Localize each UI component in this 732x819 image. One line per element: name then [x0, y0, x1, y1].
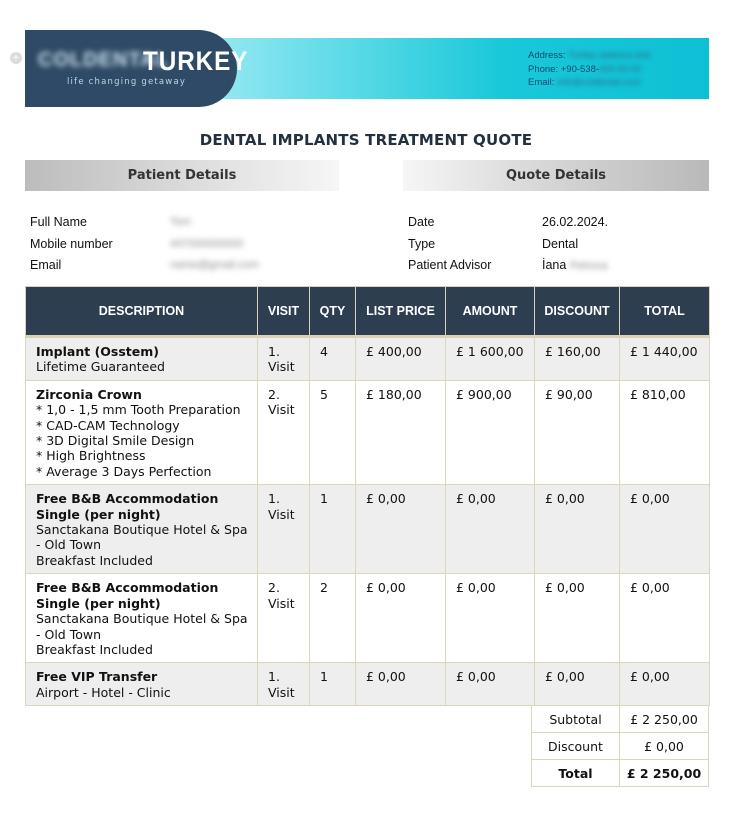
mobile-label: Mobile number: [30, 237, 113, 251]
contact-email: [528, 77, 641, 88]
quote-details-heading: Quote Details: [403, 160, 709, 191]
item-title: Implant (Osstem): [36, 344, 159, 359]
item-description: [26, 663, 258, 706]
item-detail: Airport - Hotel - Clinic: [36, 684, 171, 700]
item-title: Free B&B Accommodation Single (per night): [36, 491, 219, 522]
item-detail: * Average 3 Days Perfection: [36, 463, 212, 479]
item-list-price: £ 0,00: [356, 574, 446, 663]
item-list-price: £ 0,00: [356, 663, 446, 706]
total-label: Total: [532, 760, 620, 787]
item-total: £ 0,00: [620, 663, 710, 706]
col-amount: AMOUNT: [446, 287, 535, 337]
col-qty: QTY: [310, 287, 356, 337]
item-qty: 1: [310, 485, 356, 574]
address-value: Turkey address line: [567, 50, 651, 61]
totals-table: [531, 705, 709, 787]
item-total: £ 1 440,00: [620, 337, 710, 381]
table-row: [26, 663, 710, 706]
item-qty: 5: [310, 380, 356, 484]
item-description: [26, 485, 258, 574]
advisor-first-name: İana: [542, 258, 567, 272]
page-title: DENTAL IMPLANTS TREATMENT QUOTE: [199, 131, 533, 149]
item-description: [26, 380, 258, 484]
logo-text: TURKEY: [143, 46, 249, 76]
item-amount: £ 0,00: [446, 485, 535, 574]
item-total: £ 0,00: [620, 485, 710, 574]
item-amount: £ 1 600,00: [446, 337, 535, 381]
item-total: £ 810,00: [620, 380, 710, 484]
item-detail: Breakfast Included: [36, 552, 153, 568]
contact-phone: [528, 64, 641, 75]
address-label: Address:: [528, 50, 566, 61]
col-discount: DISCOUNT: [535, 287, 620, 337]
phone-value: 000 00 00: [599, 64, 642, 75]
subtotal-row: [532, 706, 709, 733]
item-amount: £ 900,00: [446, 380, 535, 484]
col-description: DESCRIPTION: [26, 287, 258, 337]
table-row: [26, 380, 710, 484]
email-value: name@gmail.com: [170, 259, 259, 271]
advisor-value: [542, 258, 608, 272]
mobile-value: 447000000000: [170, 238, 244, 250]
item-detail: Lifetime Guaranteed: [36, 359, 165, 375]
item-detail: Sanctakana Boutique Hotel & Spa - Old Town: [36, 522, 248, 553]
item-title: Zirconia Crown: [36, 386, 142, 402]
item-list-price: £ 180,00: [356, 380, 446, 484]
item-list-price: £ 0,00: [356, 485, 446, 574]
item-title: Free VIP Transfer: [36, 669, 158, 685]
advisor-last-name: Petrova: [569, 260, 608, 272]
type-value: Dental: [542, 237, 579, 251]
item-discount: £ 0,00: [535, 574, 620, 663]
item-description: [26, 574, 258, 663]
item-qty: 2: [310, 574, 356, 663]
item-visit: 2. Visit: [258, 380, 310, 484]
logo-blurred-text: COLDENTAL: [38, 49, 169, 71]
phone-label: Phone: +90-538-: [528, 64, 600, 75]
date-label: Date: [408, 215, 435, 229]
col-list-price: LIST PRICE: [356, 287, 446, 337]
discount-label: Discount: [532, 733, 620, 760]
table-row: [26, 337, 710, 381]
items-table: [25, 286, 710, 706]
advisor-label: Patient Advisor: [408, 258, 492, 272]
item-detail: Breakfast Included: [36, 641, 153, 657]
table-row: [26, 574, 710, 663]
item-discount: £ 160,00: [535, 337, 620, 381]
date-value: 26.02.2024.: [542, 215, 609, 229]
item-total: £ 0,00: [620, 574, 710, 663]
item-visit: 1. Visit: [258, 663, 310, 706]
item-list-price: £ 400,00: [356, 337, 446, 381]
email-value: info@coldental.com: [557, 77, 641, 88]
item-detail: * CAD-CAM Technology: [36, 417, 180, 433]
full-name-value: Tom: [170, 216, 191, 228]
item-detail: * 1,0 - 1,5 mm Tooth Preparation: [36, 402, 241, 418]
item-visit: 2. Visit: [258, 574, 310, 663]
subtotal-label: Subtotal: [532, 706, 620, 733]
logo-tagline: life changing getaway: [67, 77, 187, 87]
contact-address: [528, 50, 651, 61]
badge-icon: +: [10, 52, 22, 64]
subtotal-value: £ 2 250,00: [620, 706, 709, 733]
full-name-label: Full Name: [30, 215, 87, 229]
item-title: Free B&B Accommodation Single (per night): [36, 580, 219, 611]
table-header-row: [26, 287, 710, 337]
email-label: Email: [30, 258, 62, 272]
item-discount: £ 90,00: [535, 380, 620, 484]
item-detail: * High Brightness: [36, 448, 146, 464]
item-amount: £ 0,00: [446, 663, 535, 706]
item-visit: 1. Visit: [258, 485, 310, 574]
item-detail: * 3D Digital Smile Design: [36, 433, 195, 449]
discount-row: [532, 733, 709, 760]
patient-details-heading: Patient Details: [25, 160, 339, 191]
col-total: TOTAL: [620, 287, 710, 337]
item-qty: 1: [310, 663, 356, 706]
item-visit: 1. Visit: [258, 337, 310, 381]
discount-value: £ 0,00: [620, 733, 709, 760]
item-detail: Sanctakana Boutique Hotel & Spa - Old Town: [36, 611, 248, 642]
item-discount: £ 0,00: [535, 485, 620, 574]
total-row: [532, 760, 709, 787]
item-discount: £ 0,00: [535, 663, 620, 706]
email-label: Email:: [528, 77, 555, 88]
type-label: Type: [408, 237, 436, 251]
item-description: [26, 337, 258, 381]
item-qty: 4: [310, 337, 356, 381]
item-amount: £ 0,00: [446, 574, 535, 663]
col-visit: VISIT: [258, 287, 310, 337]
table-row: [26, 485, 710, 574]
total-value: £ 2 250,00: [620, 760, 709, 787]
